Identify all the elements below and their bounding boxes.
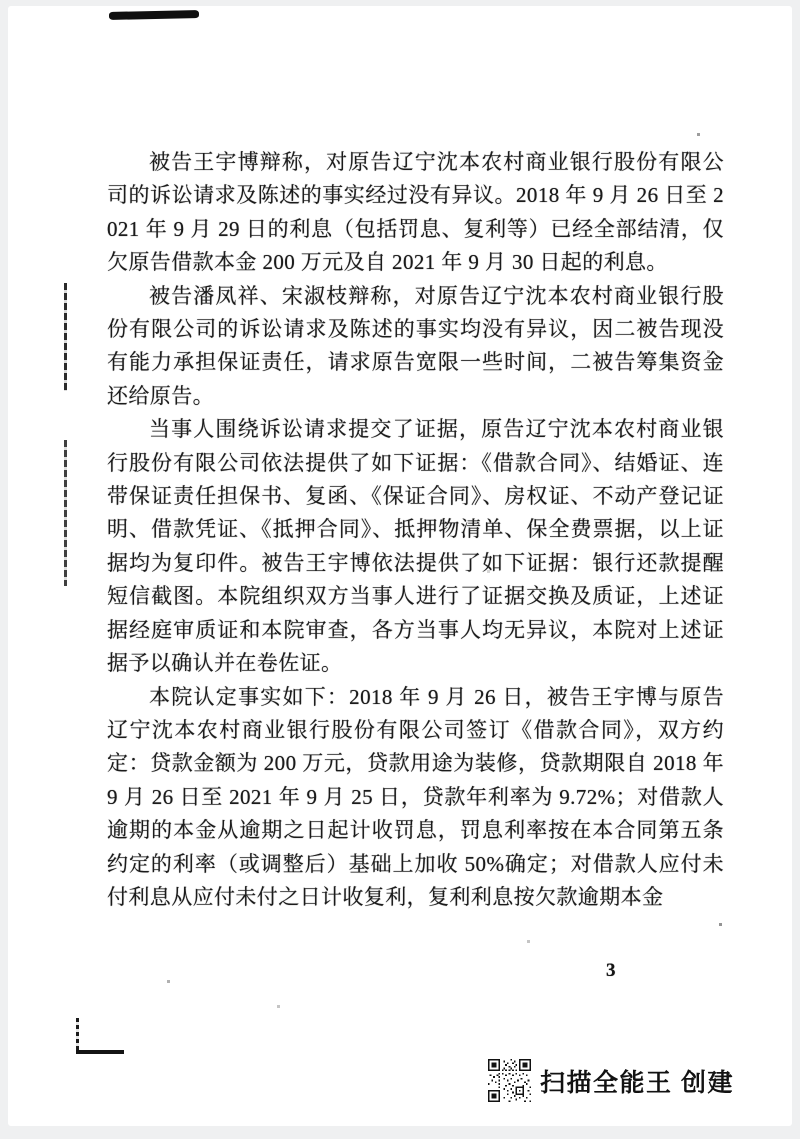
- paragraph-defendants-pan-song-statement: 被告潘凤祥、宋淑枝辩称，对原告辽宁沈本农村商业银行股份有限公司的诉讼请求及陈述的事实均没有异议，因二被告现没有能力承担保证责任，请求原告宽限一些时间，二被告筹集资金还给原告。: [107, 283, 724, 408]
- paragraph-defendant-wang-statement: 被告王宇博辩称，对原告辽宁沈本农村商业银行股份有限公司的诉讼请求及陈述的事实经过没有异议。2018 年 9 月 26 日至 2021 年 9 月 29 日的利息（包括罚息、复利等）已经全部结清，仅欠原告借款本金 200 万元及自 2021 年 9 月 30 日起的利息。: [107, 150, 724, 275]
- paragraph-court-findings: 本院认定事实如下：2018 年 9 月 26 日，被告王宇博与原告辽宁沈本农村商业银行股份有限公司签订《借款合同》，双方约定：贷款金额为 200 万元，贷款用途为装修，贷款期限自 2018 年 9 月 26 日至 2021 年 9 月 25 日，贷款年利率为 9.72%；对借款人逾期的本金从逾期之日起计收罚息，罚息利率按在本合同第五条约定的利率（或调整后）基础上加收 50%确定；对借款人应付未付利息从应付未付之日计收复利，复利利息按欠款逾期本金: [107, 684, 724, 909]
- scanner-watermark: [488, 1058, 734, 1103]
- document-sheet: [8, 6, 792, 1126]
- scan-artifact-top-mark: [109, 10, 199, 20]
- document-text-block: [107, 146, 724, 914]
- scanner-credit-label: 扫描全能王 创建: [540, 1068, 734, 1097]
- scan-noise-speckles: [8, 6, 9, 7]
- scan-artifact-edge-line: [64, 440, 67, 586]
- scan-artifact-corner-mark: [76, 1050, 124, 1054]
- qr-code-icon: [488, 1058, 531, 1103]
- paragraph-evidence-list: 当事人围绕诉讼请求提交了证据，原告辽宁沈本农村商业银行股份有限公司依法提供了如下证据：《借款合同》、结婚证、连带保证责任担保书、复函、《保证合同》、房权证、不动产登记证明、借款凭证、《抵押合同》、抵押物清单、保全费票据，以上证据均为复印件。被告王宇博依法提供了如下证据：银行还款提醒短信截图。本院组织双方当事人进行了证据交换及质证，上述证据经庭审质证和本院审查，各方当事人均无异议，本院对上述证据予以确认并在卷佐证。: [107, 417, 724, 676]
- scan-artifact-corner-mark: [76, 1018, 79, 1053]
- page-number: 3: [606, 960, 616, 981]
- scan-artifact-edge-line: [64, 283, 67, 391]
